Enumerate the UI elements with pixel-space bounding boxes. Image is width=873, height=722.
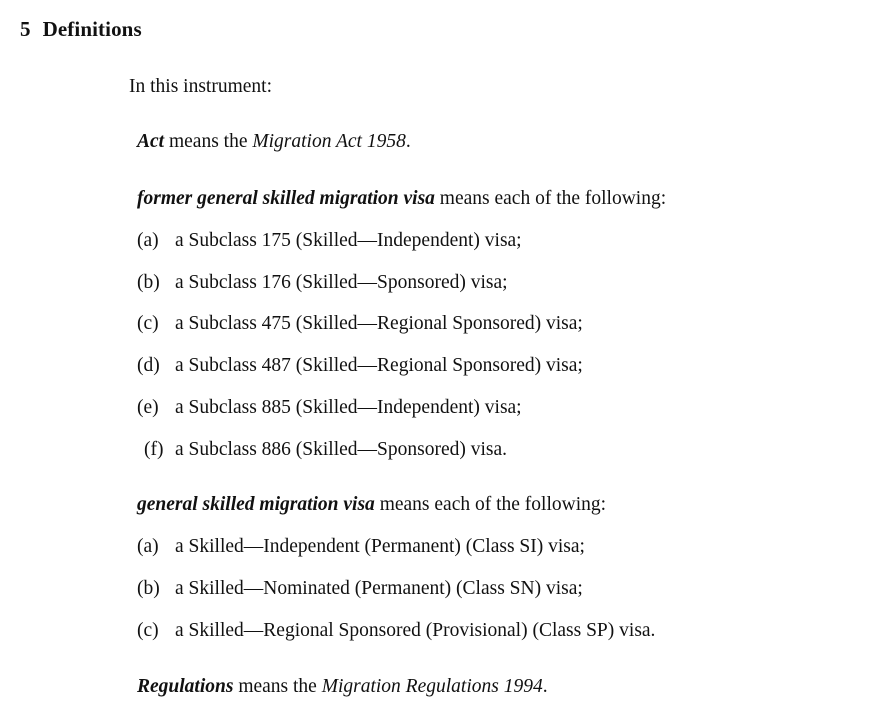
definition-former-text: means each of the following: [434,188,667,209]
list-item [137,355,583,377]
list-item [137,578,583,600]
section-heading [20,17,142,42]
list-item-text: a Subclass 885 (Skilled—Independent) visa; [175,397,522,418]
definition-act-text: means the [164,131,253,152]
list-item-text: a Subclass 886 (Skilled—Sponsored) visa. [175,439,508,460]
regulations-reference: Migration Regulations 1994 [321,676,543,697]
list-item-text: a Skilled—Regional Sponsored (Provisional) (Class SP) visa. [175,620,656,641]
term-act: Act [137,131,165,152]
definition-regulations-text: means the [233,676,322,697]
list-item-label: (e) [137,397,159,418]
list-item-text: a Subclass 175 (Skilled—Independent) visa; [175,230,522,251]
act-reference: Migration Act 1958 [252,131,406,152]
term-regulations: Regulations [137,676,234,697]
section-title: Definitions [42,17,142,41]
list-item [137,536,585,558]
definition-act [137,131,411,153]
definition-gsm-visa [137,494,606,516]
list-item-label: (b) [137,272,160,293]
definition-act-end: . [405,131,411,152]
list-item-label: (a) [137,536,159,557]
definition-gsm-text: means each of the following: [374,494,607,515]
definition-former-gsm-visa [137,188,666,210]
definition-regulations [137,676,548,698]
list-item [137,230,522,252]
list-item-text: a Subclass 176 (Skilled—Sponsored) visa; [175,272,508,293]
list-item [137,620,655,642]
list-item [137,313,583,335]
term-former-gsm-visa: former general skilled migration visa [137,188,435,209]
list-item-text: a Subclass 487 (Skilled—Regional Sponsored) visa; [175,355,583,376]
intro-text: In this instrument: [129,76,272,97]
section-number: 5 [20,17,31,41]
definition-regulations-end: . [542,676,548,697]
list-item-text: a Skilled—Independent (Permanent) (Class SI) visa; [175,536,585,557]
list-item [137,439,507,461]
list-item-label: (c) [137,620,159,641]
list-item-label: (a) [137,230,159,251]
list-item-label: (b) [137,578,160,599]
list-item [137,397,522,419]
list-item [137,272,508,294]
list-item-text: a Skilled—Nominated (Permanent) (Class SN) visa; [175,578,583,599]
list-item-label: (c) [137,313,159,334]
term-gsm-visa: general skilled migration visa [137,494,375,515]
list-item-label: (d) [137,355,160,376]
list-item-text: a Subclass 475 (Skilled—Regional Sponsored) visa; [175,313,583,334]
list-item-label: (f) [144,439,164,460]
